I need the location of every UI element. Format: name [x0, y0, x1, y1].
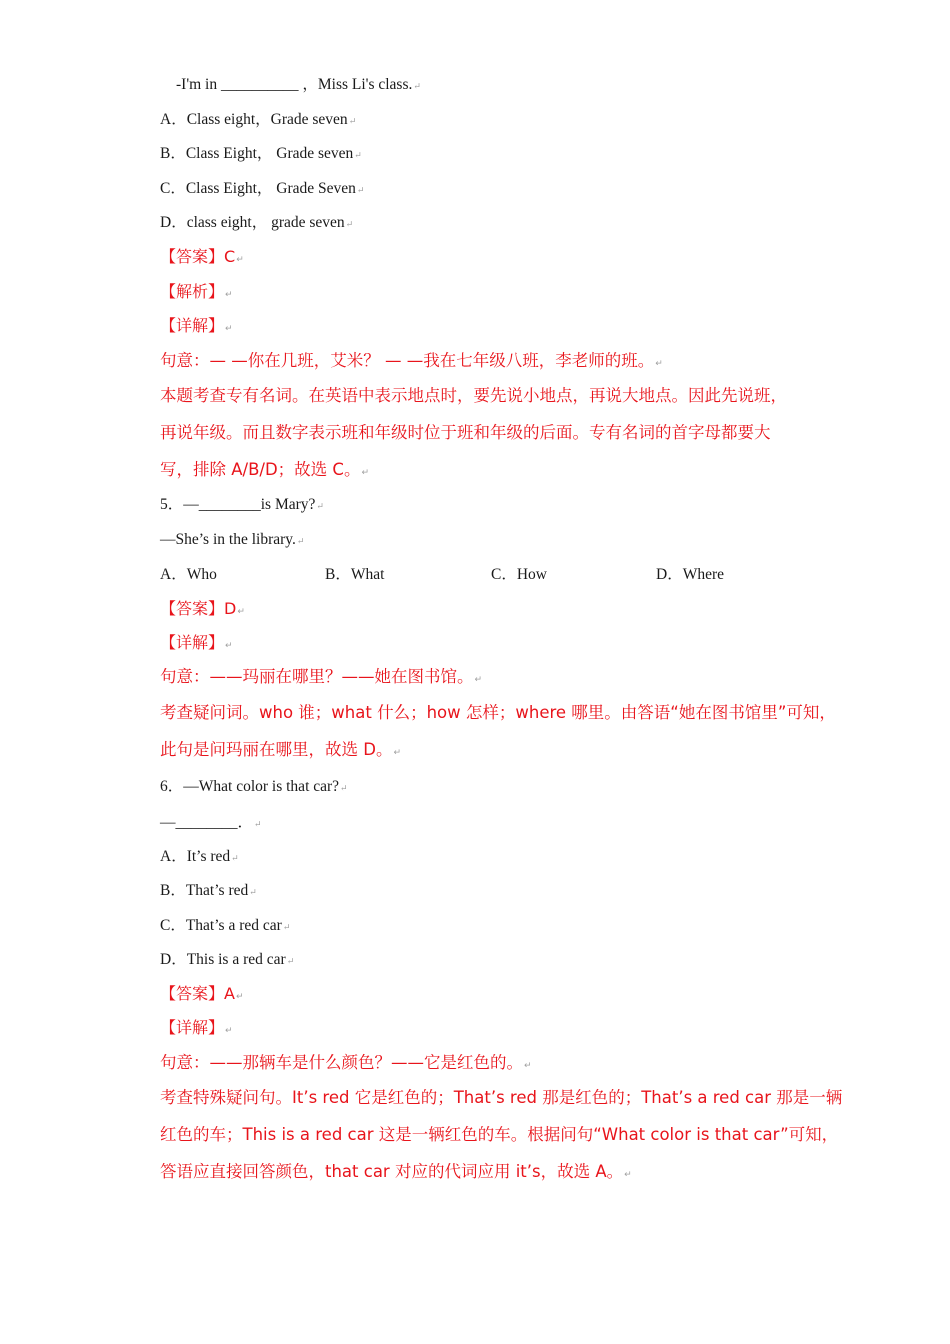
q5-option-d: D．Where: [656, 566, 724, 583]
q4-explain-line-3-text: 写，排除 A/B/D；故选 C。: [160, 460, 361, 479]
q5-detail-label-text: 【详解】: [160, 633, 225, 652]
q4-detail-label-text: 【详解】: [160, 316, 225, 335]
q6-option-d-text: D．This is a red car: [160, 951, 286, 968]
paragraph-mark-icon: ↵: [254, 819, 262, 829]
q4-option-b-text: B．Class Eight， Grade seven: [160, 145, 354, 162]
paragraph-mark-icon: ↵: [348, 116, 357, 126]
paragraph-mark-icon: ↵: [225, 1026, 233, 1036]
q6-explain-line-1-text: 考查特殊疑问句。It’s red 它是红色的；That’s red 那是红色的；That’s a red car 那是一辆: [160, 1088, 843, 1107]
q6-stem-text: 6．—What color is that car?: [160, 778, 340, 795]
q6-explain-line-1: [160, 1087, 842, 1109]
q4-option-a: [160, 109, 356, 132]
paragraph-mark-icon: ↵: [236, 255, 244, 265]
q5-answer: [160, 598, 245, 623]
q5-explain-line-1-text: 考查疑问词。who 谁；what 什么；how 怎样；where 哪里。由答语“她在图书馆里”可知，: [160, 703, 836, 722]
q4-explain-line-3: [160, 459, 369, 484]
q5-reply-text: —She’s in the library.: [160, 531, 296, 548]
q4-explain-line-2-text: 再说年级。而且数字表示班和年级时位于班和年级的后面。专有名词的首字母都要大: [160, 423, 771, 442]
q6-answer: [160, 983, 244, 1008]
paragraph-mark-icon: ↵: [624, 1170, 632, 1180]
q4-detail-label: [160, 315, 233, 340]
paragraph-mark-icon: ↵: [296, 536, 305, 546]
q4-option-c: [160, 178, 364, 201]
paragraph-mark-icon: ↵: [413, 81, 421, 91]
q4-meaning: [160, 350, 663, 375]
q6-option-c: [160, 915, 290, 938]
q4-explain-line-1: [160, 385, 787, 407]
paragraph-mark-icon: ↵: [225, 290, 233, 300]
q5-detail-label: [160, 632, 233, 657]
paragraph-mark-icon: ↵: [231, 853, 239, 863]
q6-option-b: [160, 880, 257, 903]
q6-option-d: [160, 949, 294, 972]
q5-explain-line-2-text: 此句是问玛丽在哪里，故选 D。: [160, 740, 393, 759]
q5-option-a: A．Who: [160, 566, 217, 583]
q4-option-d: [160, 212, 353, 235]
q5-explain-line-2: [160, 739, 401, 764]
paragraph-mark-icon: ↵: [524, 1061, 532, 1071]
q6-option-a-text: A．It’s red: [160, 848, 231, 865]
paragraph-mark-icon: ↵: [354, 150, 362, 160]
q4-option-c-text: C．Class Eight， Grade Seven: [160, 180, 356, 197]
q5-option-b: B．What: [325, 566, 385, 583]
q4-option-a-text: A．Class eight，Grade seven: [160, 111, 348, 128]
q4-option-b: [160, 143, 362, 166]
paragraph-mark-icon: ↵: [237, 607, 245, 617]
q4-analysis-label-text: 【解析】: [160, 282, 225, 301]
q6-option-c-text: C．That’s a red car: [160, 917, 282, 934]
q6-stem: [160, 776, 348, 799]
q5-stem: [160, 494, 324, 517]
q6-explain-line-3-text: 答语应直接回答颜色，that car 对应的代词应用 it’s，故选 A。: [160, 1162, 624, 1181]
q6-option-a: [160, 846, 239, 869]
q6-meaning: [160, 1052, 532, 1077]
q4-answer: [160, 246, 244, 271]
q4-analysis-label: [160, 281, 233, 306]
paragraph-mark-icon: ↵: [235, 992, 244, 1002]
paragraph-mark-icon: ↵: [356, 185, 365, 195]
q4-explain-line-1-text: 本题考查专有名词。在英语中表示地点时，要先说小地点，再说大地点。因此先说班，: [160, 386, 787, 405]
paragraph-mark-icon: ↵: [393, 748, 401, 758]
q4-explain-line-2: [160, 422, 771, 444]
paragraph-mark-icon: ↵: [282, 922, 291, 932]
q5-explain-line-1: [160, 702, 836, 724]
q6-option-b-text: B．That’s red: [160, 882, 249, 899]
q5-meaning: [160, 666, 482, 691]
q5-meaning-text: 句意：——玛丽在哪里？——她在图书馆。: [160, 667, 474, 686]
q4-answer-text: 【答案】C: [160, 247, 236, 266]
q6-explain-line-2-text: 红色的车；This is a red car 这是一辆红色的车。根据问句“What color is that car”可知，: [160, 1125, 839, 1144]
paragraph-mark-icon: ↵: [249, 887, 257, 897]
q6-detail-label: [160, 1017, 233, 1042]
paragraph-mark-icon: ↵: [225, 641, 233, 651]
paragraph-mark-icon: ↵: [286, 956, 295, 966]
q6-meaning-text: 句意：——那辆车是什么颜色？——它是红色的。: [160, 1053, 523, 1072]
q4-stem-tail: [176, 74, 421, 97]
paragraph-mark-icon: ↵: [316, 501, 324, 511]
paragraph-mark-icon: ↵: [340, 783, 348, 793]
q6-answer-text: 【答案】A: [160, 984, 235, 1003]
q5-option-c: C．How: [491, 566, 547, 583]
q4-meaning-text: 句意：— —你在几班，艾米？ — —我在七年级八班，李老师的班。: [160, 351, 655, 370]
q4-option-d-text: D．class eight， grade seven: [160, 214, 345, 231]
q5-answer-text: 【答案】D: [160, 599, 237, 618]
q5-stem-text: 5．—________is Mary?: [160, 496, 316, 513]
paragraph-mark-icon: ↵: [225, 324, 233, 334]
paragraph-mark-icon: ↵: [474, 675, 483, 685]
q5-reply: [160, 529, 304, 552]
q6-explain-line-3: [160, 1161, 632, 1186]
q6-explain-line-2: [160, 1124, 838, 1146]
q4-stem-text: -I'm in __________ ，Miss Li's class.: [176, 76, 413, 93]
paragraph-mark-icon: ↵: [345, 219, 354, 229]
q6-reply-text: —________．: [160, 814, 254, 831]
paragraph-mark-icon: ↵: [655, 359, 663, 369]
paragraph-mark-icon: ↵: [361, 468, 369, 478]
q6-reply: [160, 812, 262, 835]
q6-detail-label-text: 【详解】: [160, 1018, 225, 1037]
